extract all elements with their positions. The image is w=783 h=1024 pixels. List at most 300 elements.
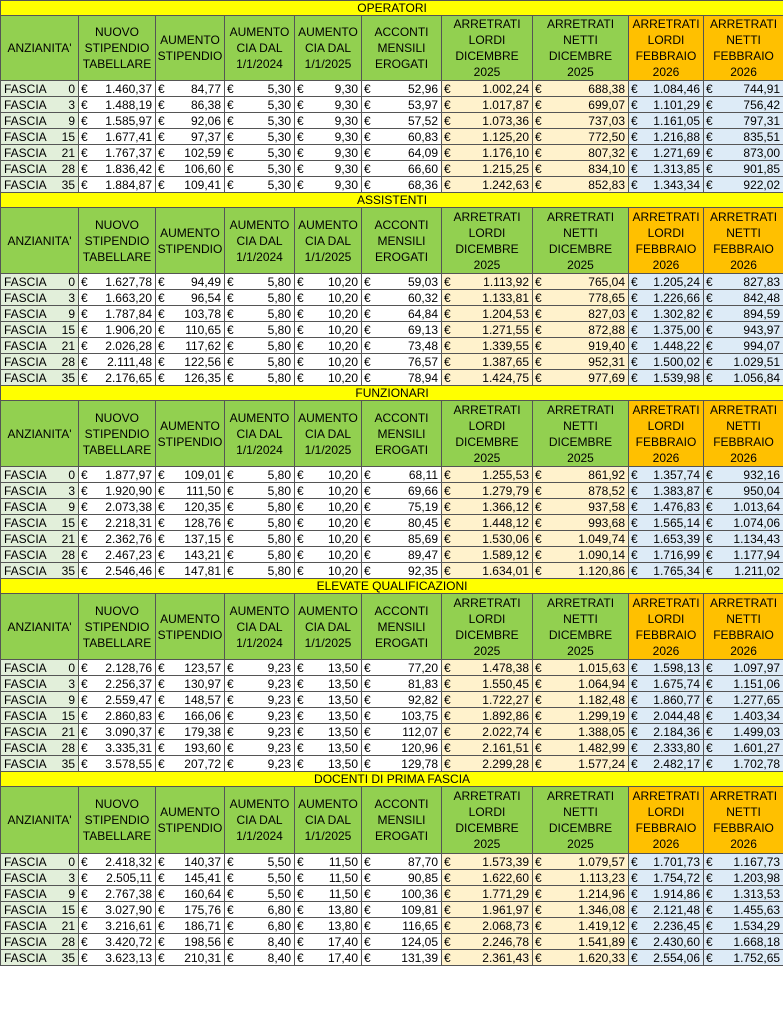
amount: 2.236,45 <box>653 918 700 933</box>
value-cell <box>362 129 442 145</box>
currency-symbol: € <box>227 113 234 128</box>
value-cell <box>704 177 783 193</box>
amount: 744,91 <box>743 81 781 96</box>
currency-symbol: € <box>364 370 371 385</box>
amount: 1.073,36 <box>482 113 529 128</box>
value-cell <box>442 113 533 129</box>
value-cell <box>295 274 362 290</box>
value-cell <box>79 692 156 708</box>
value-cell <box>704 113 783 129</box>
value-cell <box>225 563 295 579</box>
currency-symbol: € <box>227 81 234 96</box>
amount: 94,49 <box>190 274 221 289</box>
amount: 10,20 <box>327 531 358 546</box>
amount: 952,31 <box>588 354 625 369</box>
value-cell <box>704 740 783 756</box>
currency-symbol: € <box>364 692 371 707</box>
fascia-label: FASCIA <box>4 724 47 739</box>
value-cell <box>362 756 442 772</box>
value-cell <box>79 676 156 692</box>
value-cell <box>156 161 225 177</box>
amount: 9,30 <box>334 129 358 144</box>
value-cell <box>442 756 533 772</box>
value-cell <box>225 161 295 177</box>
value-cell <box>442 161 533 177</box>
amount: 116,65 <box>402 918 438 933</box>
amount: 1.448,22 <box>653 338 700 353</box>
currency-symbol: € <box>227 902 234 917</box>
amount: 10,20 <box>327 467 358 482</box>
value-cell <box>533 854 629 870</box>
value-cell <box>442 934 533 950</box>
value-cell <box>442 354 533 370</box>
currency-symbol: € <box>297 870 304 885</box>
value-cell <box>79 950 156 966</box>
currency-symbol: € <box>535 290 542 305</box>
amount: 1.203,98 <box>733 870 781 885</box>
amount: 2.505,11 <box>106 870 152 885</box>
amount: 57,52 <box>407 113 438 128</box>
value-cell <box>442 660 533 676</box>
currency-symbol: € <box>631 322 638 337</box>
seniority-years: 3 <box>68 290 75 305</box>
amount: 994,07 <box>743 338 781 353</box>
currency-symbol: € <box>227 708 234 723</box>
seniority-cell <box>1 370 79 386</box>
amount: 5,80 <box>267 467 291 482</box>
value-cell <box>533 756 629 772</box>
amount: 1.722,27 <box>482 692 529 707</box>
currency-symbol: € <box>631 934 638 949</box>
value-cell <box>225 338 295 354</box>
currency-symbol: € <box>158 934 165 949</box>
amount: 1.565,14 <box>653 515 700 530</box>
amount: 1.242,63 <box>482 177 529 192</box>
amount: 10,20 <box>327 290 358 305</box>
currency-symbol: € <box>706 370 713 385</box>
seniority-cell <box>1 113 79 129</box>
currency-symbol: € <box>535 161 542 176</box>
amount: 100,36 <box>401 886 438 901</box>
value-cell <box>362 934 442 950</box>
amount: 2.767,38 <box>105 886 152 901</box>
seniority-years: 9 <box>68 113 75 128</box>
table-row <box>1 531 783 547</box>
value-cell <box>79 81 156 97</box>
fascia-label: FASCIA <box>4 290 47 305</box>
currency-symbol: € <box>444 547 451 562</box>
value-cell <box>225 531 295 547</box>
table-row <box>1 177 783 193</box>
currency-symbol: € <box>158 950 165 965</box>
value-cell <box>79 145 156 161</box>
amount: 2.333,80 <box>653 740 700 755</box>
fascia-label: FASCIA <box>4 740 47 755</box>
currency-symbol: € <box>444 81 451 96</box>
amount: 1.214,96 <box>578 886 625 901</box>
value-cell <box>629 145 704 161</box>
value-cell <box>442 483 533 499</box>
amount: 1.622,60 <box>482 870 529 885</box>
currency-symbol: € <box>364 177 371 192</box>
value-cell <box>156 129 225 145</box>
value-cell <box>629 676 704 692</box>
seniority-years: 0 <box>68 274 75 289</box>
value-cell <box>704 274 783 290</box>
currency-symbol: € <box>444 563 451 578</box>
currency-symbol: € <box>227 870 234 885</box>
value-cell <box>225 499 295 515</box>
amount: 145,41 <box>184 870 221 885</box>
currency-symbol: € <box>444 290 451 305</box>
amount: 9,23 <box>267 660 291 675</box>
amount: 1.167,73 <box>733 854 781 869</box>
value-cell <box>362 708 442 724</box>
column-header: ARRETRATI LORDI FEBBRAIO 2026 <box>629 787 704 854</box>
section-title: DOCENTI DI PRIMA FASCIA <box>1 772 783 787</box>
currency-symbol: € <box>227 724 234 739</box>
column-header: ARRETRATI NETTI DICEMBRE 2025 <box>533 208 629 274</box>
fascia-label: FASCIA <box>4 354 47 369</box>
amount: 1.090,14 <box>578 547 625 562</box>
currency-symbol: € <box>158 483 165 498</box>
value-cell <box>156 177 225 193</box>
column-header: ARRETRATI NETTI DICEMBRE 2025 <box>533 16 629 81</box>
currency-symbol: € <box>444 145 451 160</box>
currency-symbol: € <box>81 870 88 885</box>
amount: 11,50 <box>328 854 358 869</box>
value-cell <box>704 290 783 306</box>
value-cell <box>533 467 629 483</box>
currency-symbol: € <box>227 338 234 353</box>
value-cell <box>704 547 783 563</box>
amount: 1.668,18 <box>733 934 781 949</box>
value-cell <box>704 499 783 515</box>
currency-symbol: € <box>81 934 88 949</box>
value-cell <box>629 322 704 338</box>
currency-symbol: € <box>444 902 451 917</box>
amount: 1.914,86 <box>653 886 700 901</box>
value-cell <box>629 740 704 756</box>
amount: 1.271,55 <box>482 322 529 337</box>
amount: 699,07 <box>588 97 625 112</box>
seniority-years: 28 <box>61 354 75 369</box>
column-header: NUOVO STIPENDIO TABELLARE <box>79 208 156 274</box>
amount: 5,30 <box>267 129 291 144</box>
amount: 89,47 <box>407 547 438 562</box>
value-cell <box>79 354 156 370</box>
amount: 1.343,34 <box>653 177 700 192</box>
value-cell <box>156 81 225 97</box>
value-cell <box>225 902 295 918</box>
value-cell <box>156 354 225 370</box>
table-row <box>1 467 783 483</box>
currency-symbol: € <box>81 531 88 546</box>
currency-symbol: € <box>297 145 304 160</box>
currency-symbol: € <box>631 483 638 498</box>
column-header: AUMENTO CIA DAL 1/1/2024 <box>225 594 295 660</box>
value-cell <box>533 129 629 145</box>
value-cell <box>629 708 704 724</box>
value-cell <box>533 499 629 515</box>
amount: 5,30 <box>267 81 291 96</box>
value-cell <box>442 950 533 966</box>
currency-symbol: € <box>631 145 638 160</box>
fascia-label: FASCIA <box>4 515 47 530</box>
value-cell <box>533 870 629 886</box>
value-cell <box>295 97 362 113</box>
value-cell <box>629 854 704 870</box>
value-cell <box>295 322 362 338</box>
value-cell <box>704 950 783 966</box>
currency-symbol: € <box>81 918 88 933</box>
amount: 1.419,12 <box>578 918 625 933</box>
amount: 932,16 <box>743 467 781 482</box>
value-cell <box>295 950 362 966</box>
currency-symbol: € <box>535 338 542 353</box>
currency-symbol: € <box>535 370 542 385</box>
currency-symbol: € <box>297 483 304 498</box>
value-cell <box>295 370 362 386</box>
value-cell <box>362 354 442 370</box>
currency-symbol: € <box>706 531 713 546</box>
value-cell <box>295 676 362 692</box>
value-cell <box>629 950 704 966</box>
amount: 1.460,37 <box>105 81 152 96</box>
seniority-years: 21 <box>61 724 75 739</box>
amount: 772,50 <box>588 129 625 144</box>
value-cell <box>533 950 629 966</box>
currency-symbol: € <box>706 563 713 578</box>
value-cell <box>362 515 442 531</box>
seniority-years: 21 <box>61 918 75 933</box>
amount: 1.387,65 <box>482 354 529 369</box>
amount: 1.478,38 <box>482 660 529 675</box>
currency-symbol: € <box>297 97 304 112</box>
currency-symbol: € <box>81 97 88 112</box>
currency-symbol: € <box>227 354 234 369</box>
header-row <box>1 208 783 274</box>
seniority-cell <box>1 708 79 724</box>
seniority-years: 9 <box>68 306 75 321</box>
currency-symbol: € <box>297 854 304 869</box>
amount: 2.256,37 <box>105 676 152 691</box>
amount: 1.500,02 <box>653 354 700 369</box>
amount: 97,37 <box>190 129 221 144</box>
amount: 117,62 <box>185 338 221 353</box>
amount: 1.499,03 <box>733 724 781 739</box>
currency-symbol: € <box>81 692 88 707</box>
amount: 1.677,41 <box>105 129 152 144</box>
value-cell <box>704 902 783 918</box>
value-cell <box>295 660 362 676</box>
amount: 73,48 <box>407 338 438 353</box>
amount: 109,01 <box>184 467 221 482</box>
column-header: ARRETRATI NETTI FEBBRAIO 2026 <box>704 594 783 660</box>
currency-symbol: € <box>81 902 88 917</box>
amount: 835,51 <box>743 129 781 144</box>
value-cell <box>79 483 156 499</box>
amount: 148,57 <box>184 692 221 707</box>
amount: 140,37 <box>184 854 221 869</box>
seniority-cell <box>1 918 79 934</box>
value-cell <box>442 886 533 902</box>
column-header: AUMENTO STIPENDIO <box>156 208 225 274</box>
value-cell <box>79 902 156 918</box>
value-cell <box>442 902 533 918</box>
column-header: ARRETRATI LORDI DICEMBRE 2025 <box>442 16 533 81</box>
table-row <box>1 274 783 290</box>
currency-symbol: € <box>631 129 638 144</box>
column-header: ACCONTI MENSILI EROGATI <box>362 208 442 274</box>
value-cell <box>362 467 442 483</box>
value-cell <box>362 145 442 161</box>
amount: 5,80 <box>267 274 291 289</box>
currency-symbol: € <box>706 145 713 160</box>
currency-symbol: € <box>364 499 371 514</box>
amount: 3.216,61 <box>105 918 152 933</box>
currency-symbol: € <box>364 515 371 530</box>
currency-symbol: € <box>81 547 88 562</box>
amount: 1.002,24 <box>482 81 529 96</box>
amount: 166,06 <box>184 708 221 723</box>
currency-symbol: € <box>706 886 713 901</box>
amount: 993,68 <box>588 515 625 530</box>
table-row <box>1 854 783 870</box>
currency-symbol: € <box>535 113 542 128</box>
currency-symbol: € <box>631 756 638 771</box>
currency-symbol: € <box>444 660 451 675</box>
currency-symbol: € <box>158 145 165 160</box>
seniority-years: 3 <box>68 870 75 885</box>
value-cell <box>704 97 783 113</box>
amount: 5,80 <box>267 483 291 498</box>
currency-symbol: € <box>444 950 451 965</box>
amount: 131,39 <box>401 950 438 965</box>
amount: 1.860,77 <box>653 692 700 707</box>
currency-symbol: € <box>364 81 371 96</box>
column-header: ARRETRATI LORDI DICEMBRE 2025 <box>442 401 533 467</box>
currency-symbol: € <box>158 81 165 96</box>
currency-symbol: € <box>158 499 165 514</box>
value-cell <box>442 918 533 934</box>
currency-symbol: € <box>364 354 371 369</box>
currency-symbol: € <box>158 902 165 917</box>
currency-symbol: € <box>81 483 88 498</box>
value-cell <box>533 113 629 129</box>
currency-symbol: € <box>227 467 234 482</box>
table-row <box>1 306 783 322</box>
amount: 842,48 <box>743 290 781 305</box>
amount: 2.482,17 <box>653 756 700 771</box>
amount: 68,11 <box>408 467 438 482</box>
value-cell <box>629 306 704 322</box>
value-cell <box>629 467 704 483</box>
currency-symbol: € <box>706 306 713 321</box>
value-cell <box>225 322 295 338</box>
column-header: AUMENTO CIA DAL 1/1/2024 <box>225 401 295 467</box>
value-cell <box>156 676 225 692</box>
column-header: AUMENTO STIPENDIO <box>156 787 225 854</box>
value-cell <box>225 547 295 563</box>
currency-symbol: € <box>158 338 165 353</box>
currency-symbol: € <box>81 113 88 128</box>
amount: 10,20 <box>327 370 358 385</box>
value-cell <box>442 290 533 306</box>
currency-symbol: € <box>364 870 371 885</box>
table-row <box>1 113 783 129</box>
fascia-label: FASCIA <box>4 467 47 482</box>
amount: 2.246,78 <box>482 934 529 949</box>
section-title-row <box>1 193 783 208</box>
currency-symbol: € <box>535 306 542 321</box>
currency-symbol: € <box>706 322 713 337</box>
value-cell <box>79 322 156 338</box>
currency-symbol: € <box>81 290 88 305</box>
currency-symbol: € <box>535 354 542 369</box>
currency-symbol: € <box>535 81 542 96</box>
currency-symbol: € <box>535 499 542 514</box>
amount: 10,20 <box>327 274 358 289</box>
amount: 1.716,99 <box>653 547 700 562</box>
value-cell <box>156 338 225 354</box>
value-cell <box>629 81 704 97</box>
amount: 2.026,28 <box>105 338 152 353</box>
value-cell <box>362 531 442 547</box>
value-cell <box>79 338 156 354</box>
column-header: AUMENTO CIA DAL 1/1/2025 <box>295 594 362 660</box>
seniority-years: 28 <box>61 547 75 562</box>
seniority-years: 3 <box>68 676 75 691</box>
amount: 9,23 <box>267 708 291 723</box>
value-cell <box>362 676 442 692</box>
value-cell <box>362 918 442 934</box>
seniority-cell <box>1 934 79 950</box>
amount: 688,38 <box>588 81 625 96</box>
amount: 1.056,84 <box>733 370 781 385</box>
currency-symbol: € <box>158 563 165 578</box>
amount: 78,94 <box>407 370 438 385</box>
currency-symbol: € <box>631 467 638 482</box>
value-cell <box>295 515 362 531</box>
amount: 1.255,53 <box>482 467 529 482</box>
currency-symbol: € <box>444 724 451 739</box>
currency-symbol: € <box>364 145 371 160</box>
seniority-years: 28 <box>61 740 75 755</box>
amount: 1.204,53 <box>482 306 529 321</box>
amount: 827,83 <box>743 274 781 289</box>
amount: 120,35 <box>184 499 221 514</box>
value-cell <box>533 708 629 724</box>
amount: 1.029,51 <box>733 354 781 369</box>
currency-symbol: € <box>706 290 713 305</box>
currency-symbol: € <box>631 660 638 675</box>
value-cell <box>533 740 629 756</box>
amount: 1.598,13 <box>653 660 700 675</box>
amount: 1.375,00 <box>653 322 700 337</box>
value-cell <box>156 563 225 579</box>
table-row <box>1 886 783 902</box>
amount: 10,20 <box>327 306 358 321</box>
currency-symbol: € <box>81 306 88 321</box>
value-cell <box>629 338 704 354</box>
amount: 8,40 <box>267 934 291 949</box>
table-row <box>1 81 783 97</box>
currency-symbol: € <box>444 322 451 337</box>
currency-symbol: € <box>158 129 165 144</box>
value-cell <box>295 306 362 322</box>
currency-symbol: € <box>364 854 371 869</box>
